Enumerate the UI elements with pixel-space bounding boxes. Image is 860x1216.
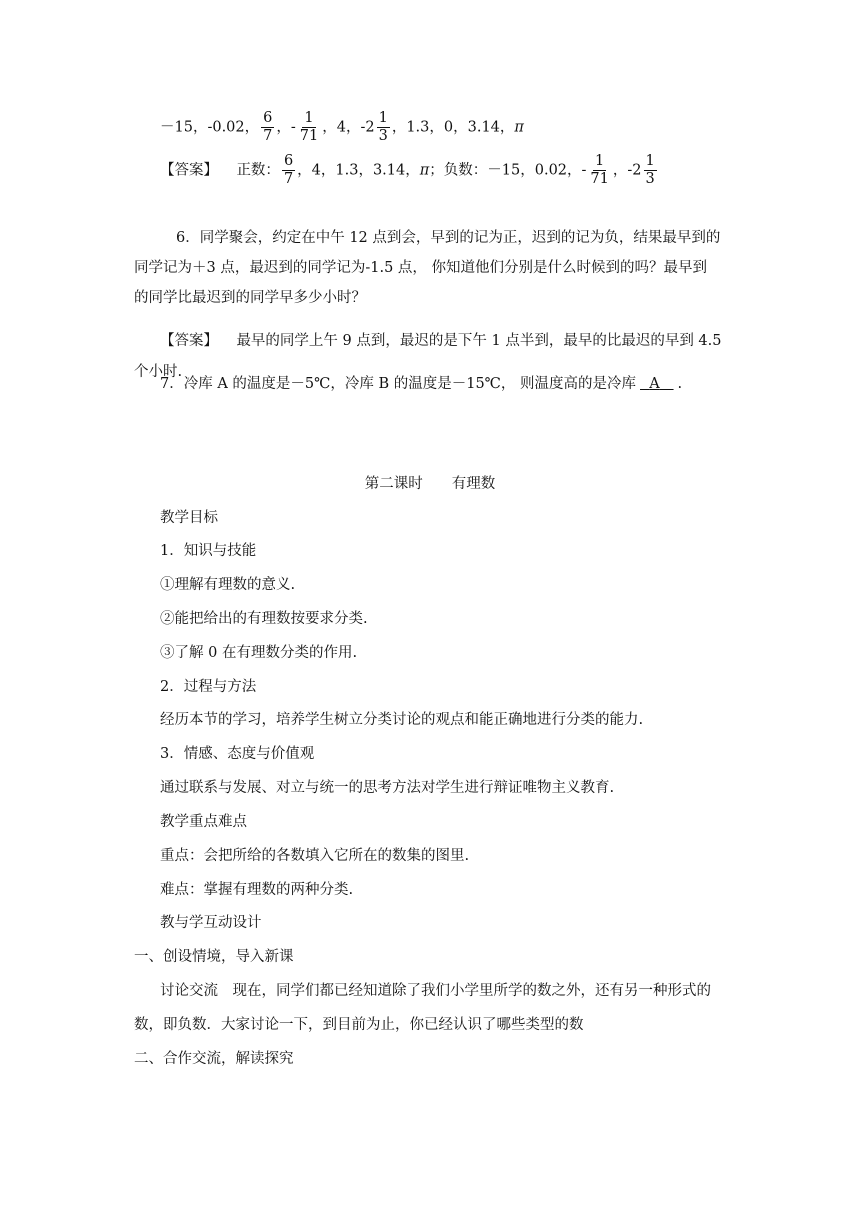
answer-label: 【答案】: [160, 162, 218, 179]
fraction-1-71: $\frac{1}{71}$: [590, 153, 609, 187]
q5-text-4: ，1.3，0，3.14，: [391, 119, 515, 136]
goal-3-heading: 3．情感、态度与价值观: [160, 746, 315, 762]
goal-heading: 教学目标: [160, 510, 218, 526]
q6-line-2: 同学记为＋3 点，最迟到的同学记为-1.5 点， 你知道他们分别是什么时候到的吗？最早到: [134, 260, 708, 276]
fraction-6-7: $\frac{6}{7}$: [263, 110, 273, 144]
q5-number-list: [160, 110, 524, 145]
fraction-1-71: $\frac{1}{71}$: [299, 110, 319, 144]
q6-answer-line-1: 【答案】 最早的同学上午 9 点到，最迟的是下午 1 点半到，最早的比最迟的早到 4.5: [160, 333, 722, 349]
pi-symbol: π: [419, 162, 430, 179]
fraction-1-3: $\frac{1}{3}$: [378, 110, 388, 144]
a5-text-1: 正数：: [236, 162, 280, 179]
fraction-1-3: $\frac{1}{3}$: [645, 153, 655, 187]
q5-text-2: ，-: [276, 119, 296, 136]
goal-2-item: 经历本节的学习，培养学生树立分类讨论的观点和能正确地进行分类的能力.: [160, 712, 644, 728]
q7-text: 7．冷库 A 的温度是－5℃，冷库 B 的温度是－15℃， 则温度高的是冷库: [160, 376, 637, 392]
q5-text-1: －15，-0.02，: [160, 119, 260, 136]
goal-3-item: 通过联系与发展、对立与统一的思考方法对学生进行辩证唯物主义教育.: [160, 780, 615, 796]
lesson-title: 第二课时 有理数: [364, 476, 496, 492]
section-1-para-line-2: 数，即负数．大家讨论一下，到目前为止，你已经认识了哪些类型的数: [134, 1017, 584, 1033]
goal-1-item-c: ③了解 0 在有理数分类的作用.: [160, 645, 358, 661]
q6-line-1: 6．同学聚会，约定在中午 12 点到会，早到的记为正，迟到的记为负，结果最早到的: [176, 230, 721, 246]
goal-1-item-a: ①理解有理数的意义.: [160, 577, 296, 593]
section-1-para-line-1: 讨论交流 现在，同学们都已经知道除了我们小学里所学的数之外，还有另一种形式的: [160, 983, 711, 999]
a5-text-3: ；负数：－15，0.02，-: [429, 162, 587, 179]
a5-text-4: ，-2: [612, 162, 642, 179]
fraction-6-7: $\frac{6}{7}$: [283, 153, 294, 187]
answer-label: 【答案】: [160, 333, 218, 349]
difficult-point: 难点：掌握有理数的两种分类.: [160, 882, 354, 898]
goal-1-item-b: ②能把给出的有理数按要求分类.: [160, 611, 368, 627]
q7: 7．冷库 A 的温度是－5℃，冷库 B 的温度是－15℃， 则温度高的是冷库 A .: [160, 376, 683, 392]
q5-answer: [160, 153, 659, 188]
a5-text-2: ，4，1.3，3.14，: [297, 162, 420, 179]
key-point: 重点：会把所给的各数填入它所在的数集的图里.: [160, 848, 470, 864]
goal-1-heading: 1．知识与技能: [160, 543, 257, 559]
q7-answer-blank: A: [649, 376, 660, 392]
design-heading: 教与学互动设计: [160, 915, 262, 931]
q5-text-3: ，4，-2: [322, 119, 375, 136]
q6-line-3: 的同学比最迟到的同学早多少小时？: [134, 290, 366, 306]
section-1-heading: 一、创设情境，导入新课: [134, 949, 294, 965]
pi-symbol: π: [514, 119, 524, 136]
q6-answer-line-2: 个小时.: [134, 364, 183, 380]
key-heading: 教学重点难点: [160, 814, 247, 830]
section-2-heading: 二、合作交流，解读探究: [134, 1051, 294, 1067]
goal-2-heading: 2．过程与方法: [160, 679, 257, 695]
